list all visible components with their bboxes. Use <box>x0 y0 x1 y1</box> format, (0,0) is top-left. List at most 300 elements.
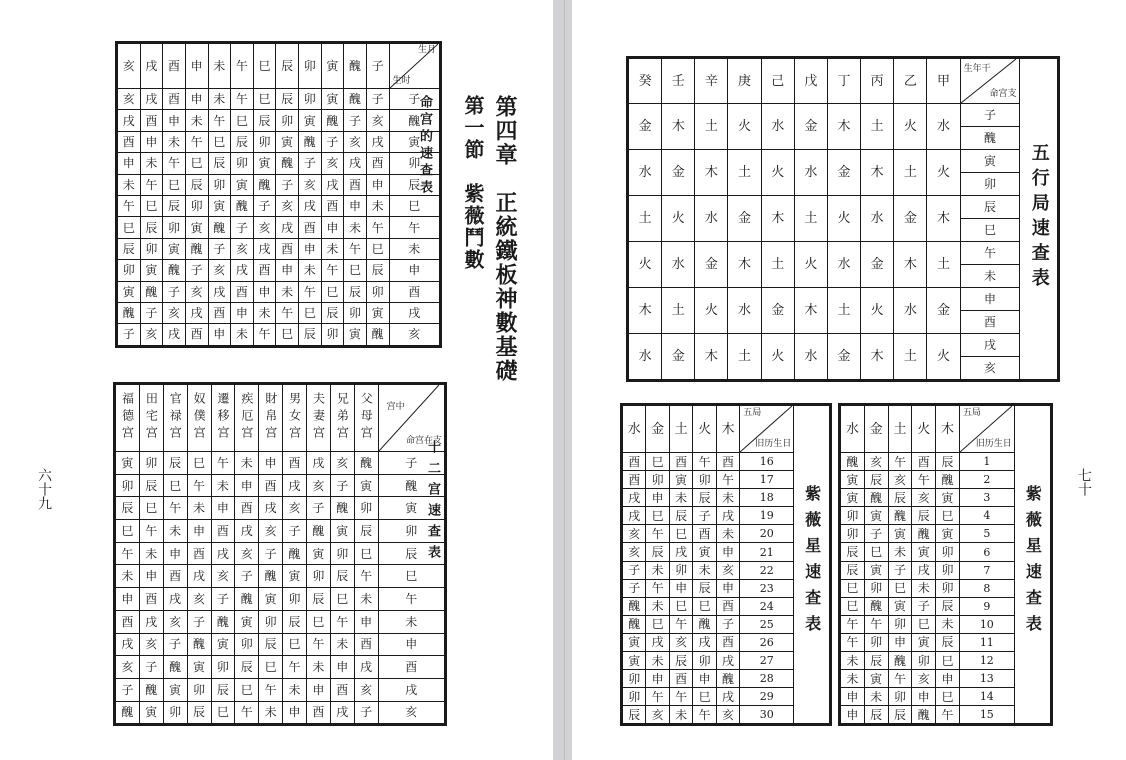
table-cell: 醜 <box>888 507 912 525</box>
table-cell: 卯 <box>366 281 389 302</box>
table-cell: 卯 <box>841 525 865 543</box>
branch-pair <box>961 288 1020 333</box>
table-cell: 辰 <box>646 543 669 561</box>
table-cell: 酉 <box>231 281 254 302</box>
table-cell: 午 <box>276 302 299 323</box>
branch-pair <box>961 150 1020 195</box>
table-cell: 寅 <box>864 670 888 688</box>
table-cell: 辰 <box>118 238 141 259</box>
day-number-cell: 23 <box>740 579 794 597</box>
table-cell: 未 <box>669 706 692 724</box>
header-cell: 申 <box>185 44 208 89</box>
table-cell: 子 <box>912 597 936 615</box>
table-cell: 午 <box>163 153 186 174</box>
table-cell: 午 <box>888 670 912 688</box>
table-cell: 酉 <box>118 131 141 152</box>
table-cell: 辰 <box>140 217 163 238</box>
table-cell: 未 <box>646 561 669 579</box>
table-cell: 卯 <box>259 610 283 633</box>
table-cell: 午 <box>366 217 389 238</box>
five-element-table <box>628 58 1058 380</box>
table-cell: 醜 <box>623 597 646 615</box>
table-cell: 申 <box>693 670 716 688</box>
table-cell: 卯 <box>321 324 344 345</box>
table-cell: 子 <box>116 678 140 701</box>
table-cell: 寅 <box>366 302 389 323</box>
table-cell: 水 <box>794 334 827 380</box>
table-cell: 辰 <box>185 174 208 195</box>
table-cell: 戌 <box>235 520 259 543</box>
table-header-row <box>118 44 440 89</box>
table-cell: 寅 <box>276 131 299 152</box>
header-cell: 戌 <box>140 44 163 89</box>
table-cell: 木 <box>794 288 827 334</box>
table-cell: 午 <box>283 656 307 679</box>
twelve-palace-table <box>115 384 445 724</box>
table-cell: 巳 <box>646 615 669 633</box>
table-cell: 寅 <box>118 281 141 302</box>
table-cell: 戌 <box>321 174 344 195</box>
header-label: 疾厄宫 <box>239 391 254 443</box>
table-cell: 未 <box>253 302 276 323</box>
table-cell: 戌 <box>623 507 646 525</box>
table-cell: 辰 <box>139 474 163 497</box>
header-cell <box>259 385 283 452</box>
table-cell: 申 <box>321 217 344 238</box>
table-cell: 土 <box>629 196 662 242</box>
table-cell: 卯 <box>693 471 716 489</box>
table-cell: 亥 <box>140 324 163 345</box>
table-cell: 土 <box>861 104 894 150</box>
header-cell <box>235 385 259 452</box>
table-cell: 子 <box>140 302 163 323</box>
table-cell: 巳 <box>936 652 960 670</box>
twelve-palace-table-title: 十二宫速查表 <box>425 440 440 566</box>
table-cell: 金 <box>629 104 662 150</box>
table-cell: 辰 <box>669 507 692 525</box>
table-cell: 卯 <box>299 89 322 110</box>
table-cell: 亥 <box>378 701 444 724</box>
branch-pair-cell <box>960 150 1020 196</box>
table-cell: 辰 <box>299 324 322 345</box>
table-cell: 亥 <box>139 633 163 656</box>
table-cell: 卯 <box>118 260 141 281</box>
header-cell: 卯 <box>299 44 322 89</box>
table-cell: 辰 <box>669 652 692 670</box>
table-cell: 午 <box>693 706 716 724</box>
table-cell: 金 <box>827 150 860 196</box>
table-cell: 辰 <box>912 507 936 525</box>
ziwei-table-title: 紫薇星速查表 <box>1023 485 1043 642</box>
table-cell: 巳 <box>163 174 186 195</box>
table-row <box>629 196 1058 242</box>
table-cell: 午 <box>669 688 692 706</box>
table-cell: 亥 <box>283 497 307 520</box>
header-cell <box>116 385 140 452</box>
header-cell: 寅 <box>321 44 344 89</box>
table-cell: 亥 <box>623 543 646 561</box>
table-cell: 巳 <box>389 195 440 216</box>
table-cell: 醜 <box>276 153 299 174</box>
table-cell: 辰 <box>208 153 231 174</box>
header-cell: 辛 <box>695 59 728 104</box>
table-header-row <box>116 385 445 452</box>
table-row <box>116 497 445 520</box>
table-cell: 戌 <box>307 452 331 475</box>
table-cell: 醜 <box>389 110 440 131</box>
table-cell: 水 <box>894 288 927 334</box>
table-cell: 午 <box>389 217 440 238</box>
branch-label: 子 <box>961 104 1020 127</box>
table-cell: 申 <box>912 688 936 706</box>
table-cell: 巳 <box>936 507 960 525</box>
table-cell: 子 <box>321 131 344 152</box>
table-cell: 亥 <box>208 260 231 281</box>
table-cell: 醜 <box>366 324 389 345</box>
table-cell: 金 <box>695 242 728 288</box>
table-cell: 申 <box>646 670 669 688</box>
table-cell: 火 <box>894 104 927 150</box>
table-row <box>116 678 445 701</box>
header-label: 兄弟宫 <box>335 391 350 443</box>
table-cell: 酉 <box>366 153 389 174</box>
table-row <box>629 334 1058 380</box>
table-cell: 木 <box>861 150 894 196</box>
table-cell: 戌 <box>253 238 276 259</box>
branch-pair <box>961 104 1020 149</box>
table-cell: 辰 <box>389 174 440 195</box>
table-cell: 土 <box>662 288 695 334</box>
header-cell: 水 <box>841 406 865 453</box>
table-cell: 戌 <box>211 542 235 565</box>
table-row <box>116 565 445 588</box>
table-cell: 酉 <box>283 452 307 475</box>
table-cell: 酉 <box>389 281 440 302</box>
table-cell: 辰 <box>259 633 283 656</box>
table-cell: 寅 <box>841 489 865 507</box>
header-cell <box>354 385 378 452</box>
branch-label: 寅 <box>961 150 1020 173</box>
branch-pair <box>961 196 1020 241</box>
table-cell: 午 <box>936 706 960 724</box>
header-cell <box>283 385 307 452</box>
table-cell: 子 <box>307 497 331 520</box>
table-cell: 酉 <box>378 656 444 679</box>
header-cell: 木 <box>936 406 960 453</box>
table-cell: 火 <box>761 334 794 380</box>
table-cell: 醜 <box>259 565 283 588</box>
day-number-cell: 25 <box>740 615 794 633</box>
table-cell: 巳 <box>888 579 912 597</box>
table-cell: 醜 <box>693 615 716 633</box>
table-cell: 寅 <box>912 633 936 651</box>
day-number-cell: 15 <box>959 706 1014 724</box>
table-cell: 寅 <box>307 542 331 565</box>
table-cell: 子 <box>378 452 444 475</box>
table-cell: 戌 <box>187 565 211 588</box>
table-cell: 寅 <box>163 678 187 701</box>
table-cell: 酉 <box>253 260 276 281</box>
corner-header-cell <box>389 44 440 89</box>
table-cell: 辰 <box>283 610 307 633</box>
table-cell: 子 <box>118 324 141 345</box>
table-cell: 子 <box>283 520 307 543</box>
table-cell: 卯 <box>116 474 140 497</box>
table-cell: 卯 <box>646 471 669 489</box>
table-cell: 卯 <box>185 195 208 216</box>
table-cell: 申 <box>259 452 283 475</box>
table-cell: 亥 <box>646 706 669 724</box>
table-row <box>116 520 445 543</box>
table-cell: 亥 <box>623 525 646 543</box>
table-row <box>118 174 440 195</box>
header-cell: 辰 <box>276 44 299 89</box>
left-page <box>0 0 553 760</box>
day-number-cell: 19 <box>740 507 794 525</box>
table-cell: 醜 <box>253 174 276 195</box>
table-cell: 未 <box>299 260 322 281</box>
table-cell: 辰 <box>276 89 299 110</box>
table-cell: 寅 <box>378 497 444 520</box>
table-cell: 水 <box>662 242 695 288</box>
table-cell: 卯 <box>669 561 692 579</box>
section-title: 第一節 紫薇鬥數 <box>461 95 485 271</box>
table-row <box>116 633 445 656</box>
ming-palace-table <box>117 43 440 346</box>
table-cell: 醜 <box>912 706 936 724</box>
table-cell: 亥 <box>669 633 692 651</box>
branch-label: 卯 <box>984 177 997 191</box>
table-cell: 未 <box>344 217 367 238</box>
table-cell: 午 <box>208 110 231 131</box>
table-cell: 申 <box>163 542 187 565</box>
table-cell: 午 <box>716 471 739 489</box>
day-number-cell: 17 <box>740 471 794 489</box>
table-cell: 醜 <box>936 471 960 489</box>
table-cell: 戌 <box>912 561 936 579</box>
table-cell: 子 <box>330 474 354 497</box>
table-cell: 寅 <box>299 110 322 131</box>
table-cell: 未 <box>208 89 231 110</box>
table-cell: 巳 <box>253 89 276 110</box>
table-cell: 戌 <box>716 507 739 525</box>
table-cell: 子 <box>366 89 389 110</box>
table-cell: 寅 <box>936 489 960 507</box>
table-cell: 醜 <box>344 89 367 110</box>
table-cell: 未 <box>235 452 259 475</box>
table-cell: 午 <box>118 195 141 216</box>
table-cell: 戌 <box>139 610 163 633</box>
table-cell: 戌 <box>389 302 440 323</box>
table-cell: 水 <box>629 334 662 380</box>
table-cell: 辰 <box>187 701 211 724</box>
table-cell: 金 <box>794 104 827 150</box>
branch-pair-cell <box>960 242 1020 288</box>
table-cell: 申 <box>299 238 322 259</box>
table-cell: 亥 <box>864 453 888 471</box>
table-cell: 巳 <box>669 525 692 543</box>
corner-header-cell <box>960 59 1020 104</box>
table-cell: 巳 <box>841 597 865 615</box>
table-cell: 未 <box>646 597 669 615</box>
table-cell: 未 <box>366 195 389 216</box>
table-cell: 寅 <box>888 597 912 615</box>
table-cell: 辰 <box>841 543 865 561</box>
table-cell: 卯 <box>211 656 235 679</box>
table-cell: 水 <box>629 150 662 196</box>
branch-label: 亥 <box>984 361 997 375</box>
table-cell: 巳 <box>344 260 367 281</box>
table-cell: 酉 <box>330 678 354 701</box>
table-cell: 火 <box>827 196 860 242</box>
table-cell: 酉 <box>259 474 283 497</box>
table-cell: 午 <box>321 260 344 281</box>
table-cell: 未 <box>716 489 739 507</box>
table-cell: 亥 <box>299 174 322 195</box>
corner-header-top: 生月 <box>417 45 436 55</box>
ming-palace-table-title: 命宫的速查表 <box>417 95 432 197</box>
header-cell: 丙 <box>861 59 894 104</box>
table-cell: 戌 <box>231 260 254 281</box>
table-cell: 辰 <box>936 597 960 615</box>
table-cell: 醜 <box>187 633 211 656</box>
table-cell: 火 <box>695 288 728 334</box>
table-cell: 子 <box>864 525 888 543</box>
header-cell: 土 <box>888 406 912 453</box>
corner-header-cell <box>740 406 794 453</box>
table-cell: 寅 <box>163 238 186 259</box>
day-number-cell: 20 <box>740 525 794 543</box>
table-cell: 水 <box>861 196 894 242</box>
five-element-table-title: 五行局速查表 <box>1028 142 1050 293</box>
table-cell: 酉 <box>716 453 739 471</box>
day-number-cell: 12 <box>959 652 1014 670</box>
table-cell: 巳 <box>646 507 669 525</box>
table-cell: 申 <box>330 656 354 679</box>
table-cell: 寅 <box>208 195 231 216</box>
table-cell: 辰 <box>864 706 888 724</box>
table-cell: 卯 <box>864 633 888 651</box>
table-cell: 寅 <box>864 507 888 525</box>
table-cell: 巳 <box>185 153 208 174</box>
table-cell: 辰 <box>693 579 716 597</box>
table-cell: 未 <box>140 153 163 174</box>
table-cell: 醜 <box>140 281 163 302</box>
branch-pair-cell <box>960 334 1020 380</box>
table-cell: 午 <box>253 324 276 345</box>
table-cell: 火 <box>927 334 960 380</box>
table-cell: 未 <box>163 520 187 543</box>
table-cell: 木 <box>927 196 960 242</box>
day-number-cell: 1 <box>959 453 1014 471</box>
table-cell: 午 <box>116 542 140 565</box>
table-cell: 未 <box>864 688 888 706</box>
table-cell: 卯 <box>253 131 276 152</box>
table-cell: 未 <box>693 561 716 579</box>
table-cell: 醜 <box>116 701 140 724</box>
table-cell: 巳 <box>354 542 378 565</box>
table-cell: 酉 <box>163 565 187 588</box>
branch-pair <box>961 334 1020 379</box>
table-cell: 卯 <box>936 543 960 561</box>
day-number-cell: 7 <box>959 561 1014 579</box>
table-row <box>118 217 440 238</box>
table-cell: 戌 <box>669 543 692 561</box>
table-cell: 戌 <box>299 195 322 216</box>
table-cell: 醜 <box>231 195 254 216</box>
table-cell: 巳 <box>912 615 936 633</box>
table-cell: 申 <box>235 474 259 497</box>
table-cell: 子 <box>354 701 378 724</box>
table-cell: 巳 <box>283 633 307 656</box>
branch-label: 酉 <box>984 315 997 329</box>
table-cell: 酉 <box>669 670 692 688</box>
table-cell: 申 <box>208 324 231 345</box>
table-cell: 木 <box>894 242 927 288</box>
day-number-cell: 9 <box>959 597 1014 615</box>
table-cell: 醜 <box>307 520 331 543</box>
table-cell: 寅 <box>231 174 254 195</box>
table-cell: 醜 <box>163 656 187 679</box>
table-cell: 酉 <box>299 217 322 238</box>
table-cell: 亥 <box>116 656 140 679</box>
table-cell: 寅 <box>116 452 140 475</box>
table-row <box>116 452 445 475</box>
table-cell: 未 <box>307 656 331 679</box>
day-number-cell: 13 <box>959 670 1014 688</box>
table-cell: 巳 <box>307 610 331 633</box>
table-cell: 子 <box>623 561 646 579</box>
table-cell: 酉 <box>716 597 739 615</box>
table-cell: 未 <box>716 525 739 543</box>
table-cell: 亥 <box>185 281 208 302</box>
day-number-cell: 14 <box>959 688 1014 706</box>
branch-label: 戌 <box>961 334 1020 357</box>
table-cell: 戌 <box>330 701 354 724</box>
table-cell: 寅 <box>912 543 936 561</box>
header-cell: 癸 <box>629 59 662 104</box>
table-cell: 辰 <box>231 131 254 152</box>
table-row <box>118 153 440 174</box>
table-cell: 子 <box>208 238 231 259</box>
header-cell: 土 <box>669 406 692 453</box>
table-cell: 火 <box>728 104 761 150</box>
table-cell: 未 <box>276 281 299 302</box>
table-cell: 子 <box>623 579 646 597</box>
day-number-cell: 16 <box>740 453 794 471</box>
page-number-right: 七十 <box>1076 468 1092 496</box>
table-cell: 寅 <box>330 520 354 543</box>
day-number-cell: 5 <box>959 525 1014 543</box>
table-cell: 寅 <box>936 525 960 543</box>
table-cell: 醜 <box>321 110 344 131</box>
table-cell: 子 <box>231 217 254 238</box>
table-cell: 申 <box>276 260 299 281</box>
table-row <box>118 131 440 152</box>
table-cell: 申 <box>163 110 186 131</box>
branch-label: 申 <box>961 288 1020 311</box>
table-cell: 未 <box>912 579 936 597</box>
table-cell: 酉 <box>235 497 259 520</box>
table-cell: 辰 <box>864 652 888 670</box>
table-cell: 巳 <box>140 195 163 216</box>
header-label: 男女宫 <box>287 391 302 443</box>
table-cell: 亥 <box>366 110 389 131</box>
table-cell: 午 <box>163 497 187 520</box>
table-cell: 子 <box>163 633 187 656</box>
table-cell: 酉 <box>163 89 186 110</box>
table-cell: 戌 <box>118 110 141 131</box>
